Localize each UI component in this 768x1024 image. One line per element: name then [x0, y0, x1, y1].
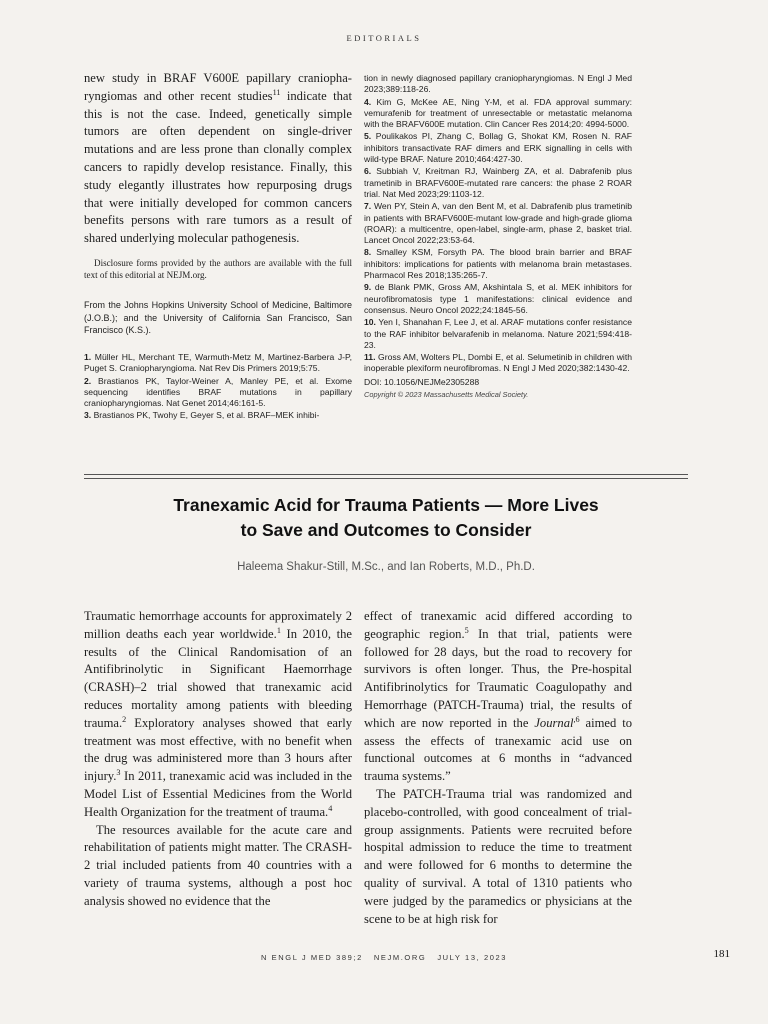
reference-text: Brastianos PK, Taylor-Weiner A, Manley PE, et al. Exome sequencing identifies BRAF mutations in papillary craniopharyngiomas. Nat Genet 2014;46:161-5.	[84, 375, 352, 409]
reference-number: 10.	[364, 317, 376, 328]
article-title-line-1: Tranexamic Acid for Trauma Patients — More Lives	[173, 495, 599, 515]
reference-text: de Blank PMK, Gross AM, Akshintala S, et al. MEK inhibitors for neurofibromatosis type 1 manifestations: clinical evidence and consensus. Neuro Oncol 2022;24:1845-56.	[364, 282, 633, 315]
reference-item	[364, 97, 632, 131]
reference-text: Brastianos PK, Twohy E, Geyer S, et al. BRAF–MEK inhibi-	[93, 410, 320, 421]
article-title	[84, 493, 688, 542]
reference-text: Kim G, McKee AE, Ning Y-M, et al. FDA approval summary: vemurafenib for treatment of unresectable or metastatic melanoma with the BRAFV600E mutation. Clin Cancer Res 2014;20: 4994-5000.	[364, 96, 632, 130]
reference-text: Smalley KSM, Forsyth PA. The blood brain barrier and BRAF inhibitors: implications for patients with melanoma brain metastases. Pharmacol Res 2018;135:265-7.	[364, 247, 633, 281]
article-text: Exploratory analyses showed that early treatment was most effective, with no benefit when the drug was administered more than 3 hours after injury.	[84, 715, 352, 784]
prev-body-ref-11: 11	[272, 87, 281, 97]
reference-item	[364, 317, 632, 351]
reference-number: 7.	[364, 201, 372, 212]
reference-item	[84, 410, 352, 421]
reference-item	[84, 376, 352, 410]
prev-body-text-1: new study in BRAF V600E papillary craniopha	[84, 71, 352, 85]
reference-continuation: tion in newly diagnosed papillary craniopharyngiomas. N Engl J Med 2023;389:118-26.	[364, 73, 632, 95]
reference-number: 3.	[84, 410, 92, 421]
citation-sup: 4	[328, 803, 333, 813]
article-text: In 2011, tranexamic acid was included in the Model List of Essential Medicines from the World Health Organization for the treatment of trauma.	[84, 769, 352, 819]
reference-text: Poulikakos PI, Zhang C, Bollag G, Shokat KM, Rosen N. RAF inhibitors transactivate RAF dimers and ERK signalling in cells with wild-type BRAF. Nature 2010;464:427-30.	[364, 131, 632, 165]
disclosure-note	[84, 257, 352, 281]
article-authors: Haleema Shakur-Still, M.Sc., and Ian Roberts, M.D., Ph.D.	[237, 561, 535, 573]
reference-item	[364, 166, 632, 200]
reference-text: Müller HL, Merchant TE, Warmuth-Metz M, Martinez-Barbera J-P, Puget S. Craniopharyngioma. Nat Rev Dis Primers 2019;5:75.	[84, 352, 353, 374]
article-paragraph	[84, 608, 352, 822]
reference-text: Wen PY, Stein A, van den Bent M, et al. Dabrafenib plus trametinib in patients with BRAFV600E-mutant low-grade and high-grade glioma (ROAR): a multicentre, open-label, single-arm, phase 2, basket trial. Lancet Oncol 2022;23:53-64.	[364, 201, 632, 246]
prev-body-text-3: indicate that this is not the case. Indeed, genetically simple tumors are often dependent on single-driver mutations and are less prone than clonally complex cancers to rapidly develop resistance. Finally, this study elegantly illustrates how repurposing drugs that were initially developed for common cancers benefits persons with rare tumors as a result of shared underlying molecular pathogenesis.	[84, 88, 352, 246]
copyright	[364, 389, 632, 400]
article-column-left	[84, 608, 352, 911]
reference-item	[364, 282, 632, 316]
affiliation-note: From the Johns Hopkins University School of Medicine, Baltimore (J.O.B.); and the University of California San Francisco, San Francisco (K.S.).	[84, 300, 352, 335]
doi	[364, 377, 632, 388]
reference-item	[364, 247, 632, 281]
article-text: In 2010, the results of the Clinical Randomisation of an Antifibrinolytic in Significant Haemorrhage (CRASH)–2 trial showed that tranexamic acid reduces mortality among patients with bleeding trauma.	[84, 626, 352, 730]
reference-text: Gross AM, Wolters PL, Dombi E, et al. Selumetinib in children with inoperable plexiform neurofibromas. N Engl J Med 2020;382:1430-42.	[364, 352, 632, 374]
citation-sup: 3	[116, 767, 121, 777]
reference-text: Yen I, Shanahan F, Lee J, et al. ARAF mutations confer resistance to the RAF inhibitor belvarafenib in melanoma. Nature 2021;594:418-23.	[364, 317, 633, 350]
citation-sup: 2	[122, 714, 127, 724]
section-header: EDITORIALS	[346, 33, 422, 43]
disclosure-text: Disclosure forms provided by the authors are available with the full text of this editorial at NEJM.org.	[84, 258, 352, 281]
article-text: In that trial, patients were followed for 28 days, but the road to recovery for survivors is often longer. Thus, the Pre-hospital Antifibrinolytics for Traumatic Coagulopathy and Hemorrhage (PATCH-Trauma) trial, the results of which are now reported in the	[364, 626, 633, 730]
reference-number: 2.	[84, 375, 92, 386]
prev-body-text-2: ryngiomas and other recent studies	[84, 88, 273, 103]
reference-number: 4.	[364, 96, 372, 107]
article-paragraph: The resources available for the acute care and rehabilitation of patients might matter. The CRASH-2 trial included patients from 40 countries with a variety of trauma systems, although a post hoc analysis showed no evidence that the	[84, 822, 352, 908]
reference-number: 1.	[84, 352, 92, 362]
article-text: Traumatic hemorrhage accounts for approximately 2 million deaths each year worldwide.	[84, 609, 352, 641]
reference-item	[84, 352, 352, 375]
reference-number: 11.	[364, 352, 376, 363]
article-text: effect of tranexamic acid differed according to geographic region.	[364, 609, 632, 641]
footer-citation: N ENGL J MED 389;2 NEJM.ORG JULY 13, 2023	[260, 953, 508, 962]
prev-article-body	[84, 70, 352, 248]
article-paragraph: The PATCH-Trauma trial was randomized and placebo-controlled, with good concealment of trial-group assignments. Patients were recruited before hospital admission to reduce the time to treatment and were followed for 6 months to determine the quality of survival. A total of 1310 patients who were judged by the paramedics or physicians at the scene to be at high risk for	[364, 786, 632, 926]
reference-number: 6.	[364, 166, 372, 177]
reference-text: Subbiah V, Kreitman RJ, Wainberg ZA, et al. Dabrafenib plus trametinib in BRAFV600E-mutated rare cancers: the phase 2 ROAR trial. Nat Med 2023;29:1103-12.	[364, 166, 633, 199]
reference-item	[364, 201, 632, 246]
article-paragraph	[364, 608, 632, 786]
references-right	[364, 73, 632, 400]
copyright-text: Copyright © 2023 Massachusetts Medical Society.	[364, 390, 529, 400]
reference-number: 9.	[364, 282, 372, 293]
separator-rule-bottom	[84, 478, 688, 479]
article-text: aimed to assess the effects of tranexamic acid use on functional outcomes at 6 months in “advanced trauma systems.”	[364, 715, 632, 784]
citation-sup: 5	[464, 625, 469, 635]
reference-number: 5.	[364, 131, 372, 142]
prev-article-paragraph	[84, 70, 352, 248]
doi-text: DOI: 10.1056/NEJMe2305288	[364, 376, 480, 387]
reference-number: 8.	[364, 247, 372, 258]
page-number: 181	[713, 948, 730, 960]
separator-rule-top	[84, 474, 688, 475]
citation-sup: 1	[276, 625, 281, 635]
references-left	[84, 352, 352, 422]
article-title-line-2: to Save and Outcomes to Consider	[240, 519, 532, 540]
article-column-right	[364, 608, 632, 928]
journal-italic: Journal	[534, 715, 574, 730]
reference-item	[364, 352, 632, 375]
reference-item	[364, 131, 632, 165]
citation-sup: ,6	[573, 714, 580, 724]
